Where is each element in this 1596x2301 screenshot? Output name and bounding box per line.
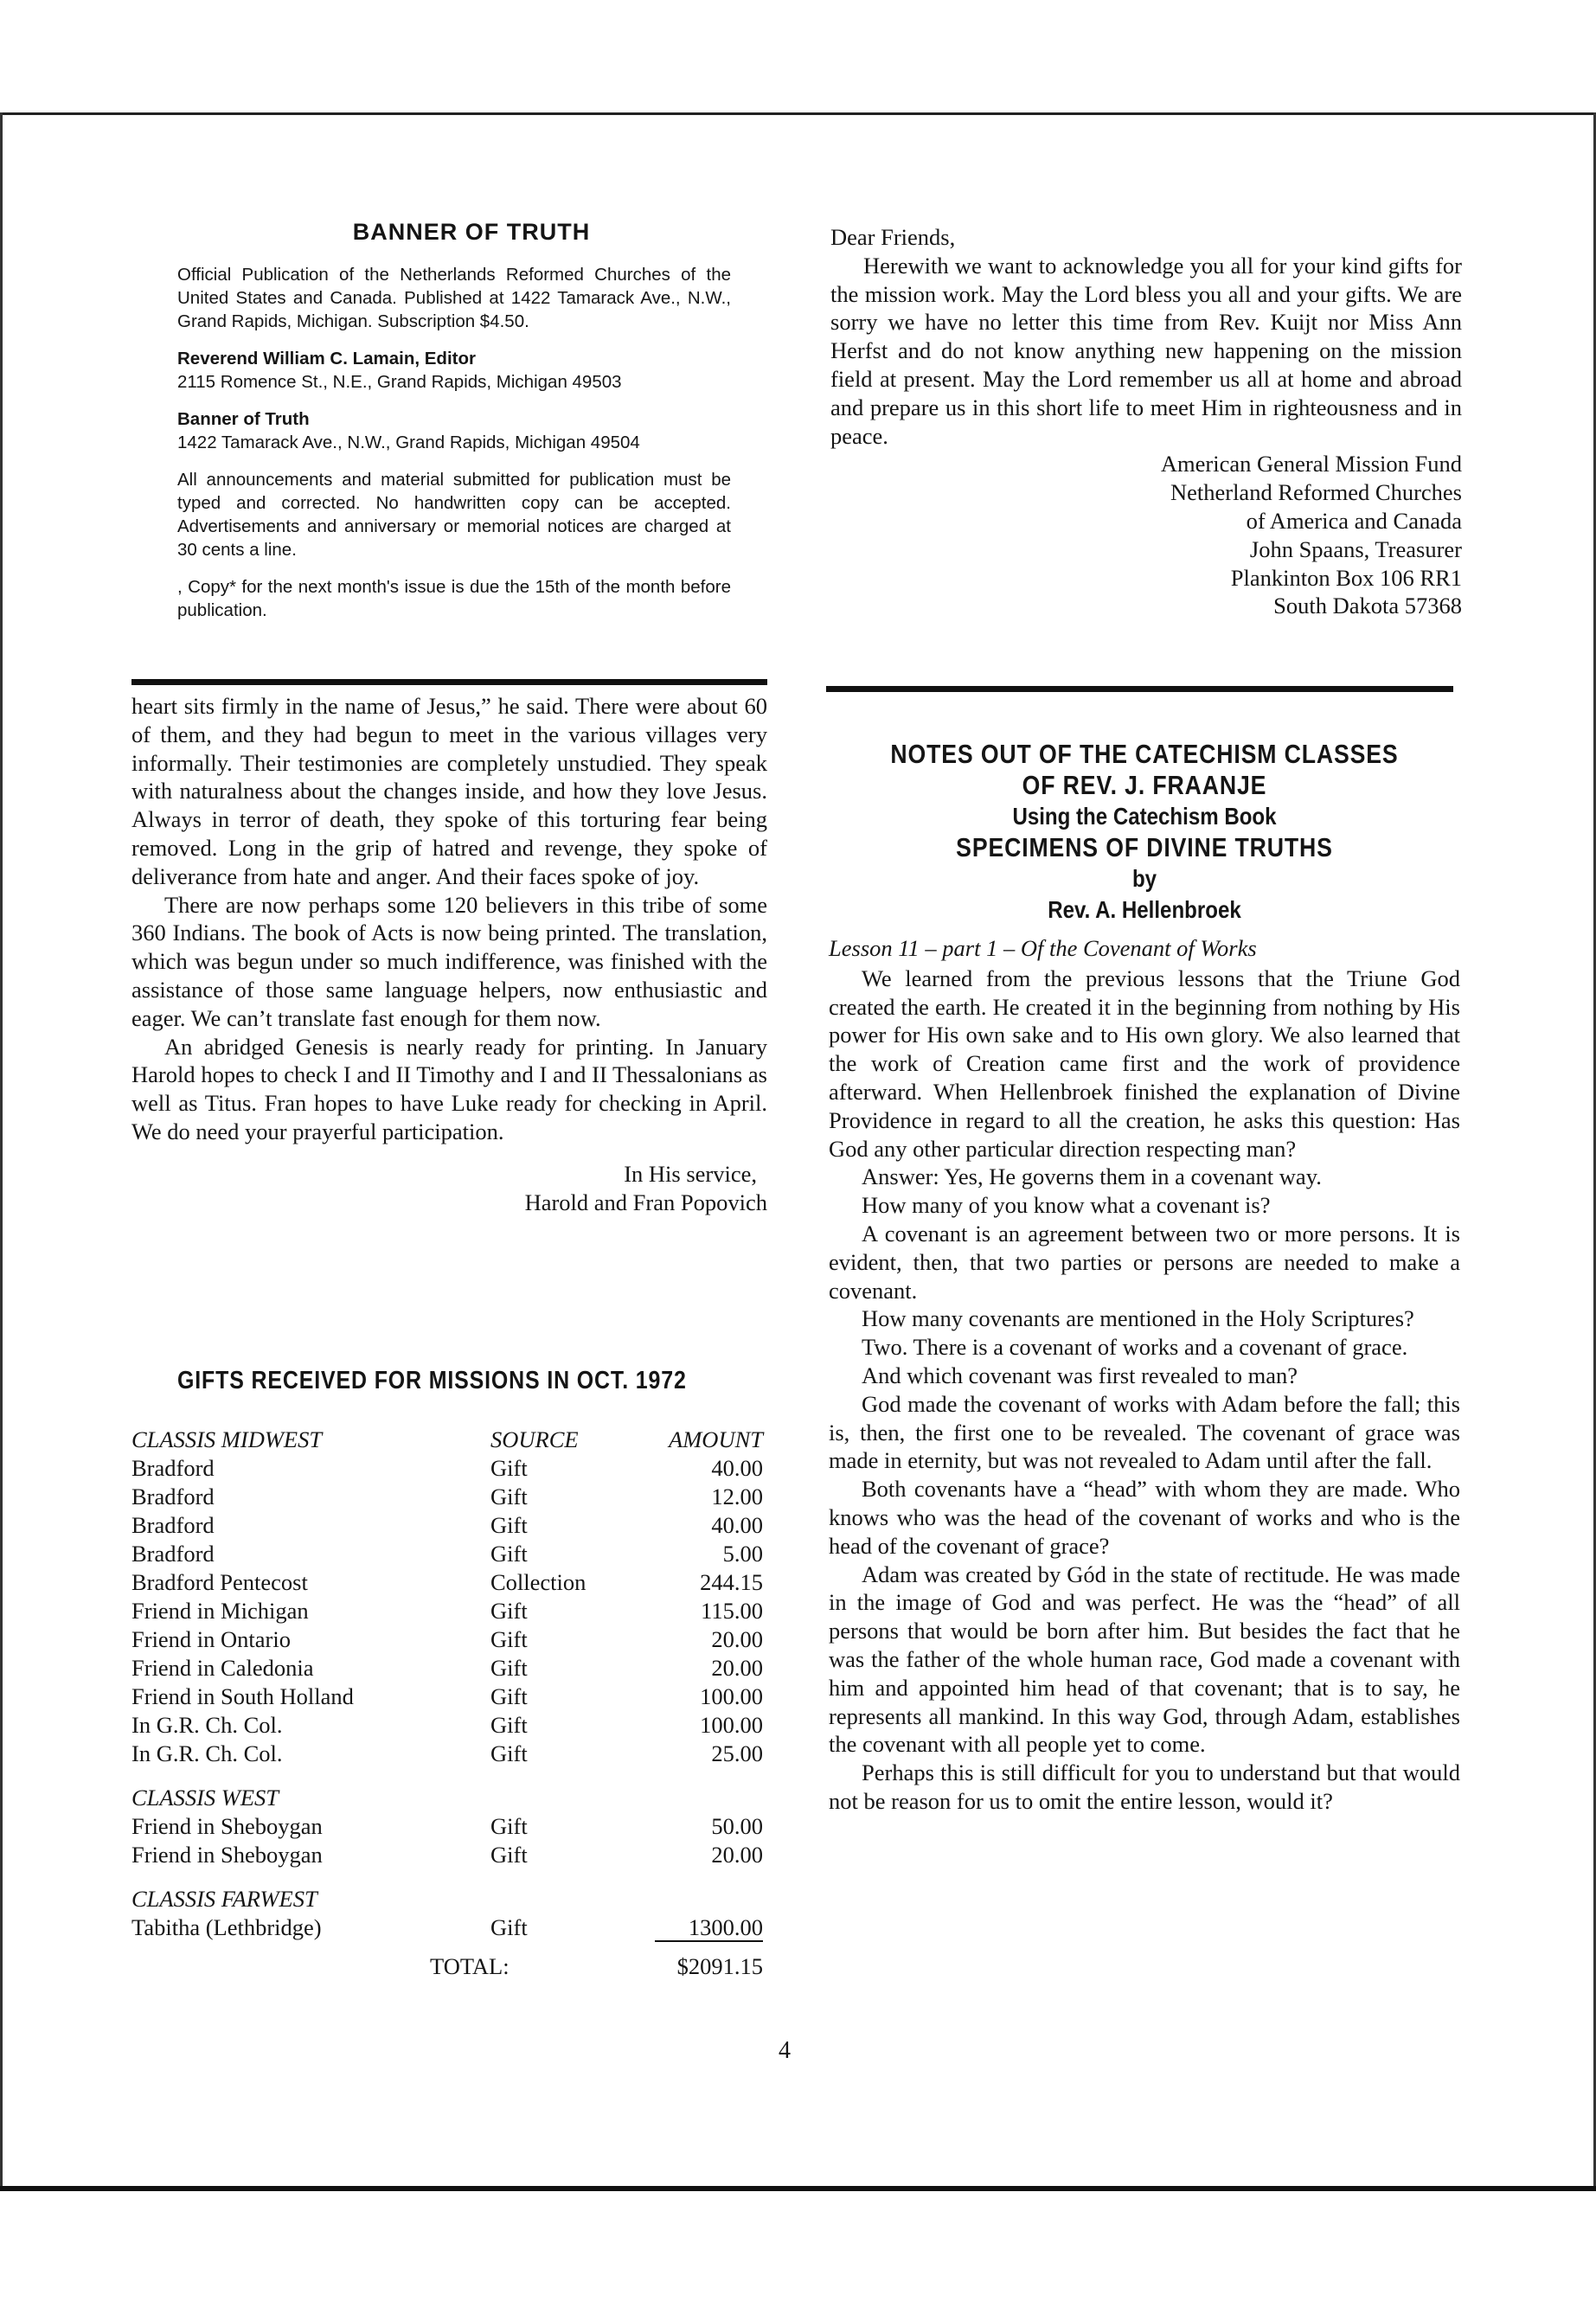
letter-body: Herewith we want to acknowledge you all for your kind gifts for the mission work. May the Lord bless you all and your gifts. We are sorry we have no letter this time from Rev. Kuijt nor Miss Ann Herfst and do not know anything new happening on the mission field at present. May the Lord remember us all at home and abroad and prepare us in this short life to meet Him in righteousness and in peace. <box>830 252 1462 449</box>
gift-source: Gift <box>490 1598 528 1624</box>
gift-donor: Bradford Pentecost <box>131 1569 308 1595</box>
page-number: 4 <box>779 2037 791 2064</box>
gift-donor: Friend in Ontario <box>131 1626 291 1652</box>
gift-amount: 5.00 <box>722 1541 763 1567</box>
masthead <box>177 221 731 636</box>
gift-source: Gift <box>490 1455 528 1481</box>
left-article <box>131 692 767 1216</box>
total-label: TOTAL: <box>430 1953 510 1979</box>
notes-heading-line: Using the Catechism Book <box>1012 803 1277 830</box>
gift-amount: 40.00 <box>711 1455 763 1481</box>
notes-heading-line: by <box>1131 865 1157 892</box>
lesson-paragraph: How many covenants are mentioned in the Holy Scriptures? <box>862 1305 1414 1332</box>
gift-row <box>131 1454 763 1483</box>
gift-amount: 20.00 <box>711 1842 763 1868</box>
gift-row <box>131 1568 763 1597</box>
left-paragraph: There are now perhaps some 120 believers in this tribe of some 360 Indians. The book of Acts is now being printed. The translation, which was begun under so much indifference, was finished with the assistance of those same language helpers, now enthusiastic and eager. We can’t translate fast enough for them now. <box>131 891 767 1031</box>
signoff-names: Harold and Fran Popovich <box>524 1189 767 1215</box>
lesson-title: Lesson 11 – part 1 – Of the Covenant of Works <box>829 935 1257 961</box>
signature-line: South Dakota 57368 <box>1273 593 1462 619</box>
signature-line: John Spaans, Treasurer <box>1249 535 1462 562</box>
gift-donor: Friend in Sheboygan <box>131 1813 323 1839</box>
signature-line: Plankinton Box 106 RR1 <box>1230 564 1462 591</box>
classis-farwest-header <box>131 1885 763 1913</box>
lesson-paragraph: A covenant is an agreement between two or more persons. It is evident, then, that two parties or persons are needed to make a covenant. <box>829 1220 1460 1304</box>
gift-row <box>131 1711 763 1740</box>
lesson-paragraph: Answer: Yes, He governs them in a covenant way. <box>862 1163 1322 1190</box>
letter-signature <box>830 450 1462 620</box>
gifts-header-row <box>131 1426 763 1454</box>
gift-amount: 115.00 <box>701 1598 763 1624</box>
gift-source: Gift <box>490 1512 528 1538</box>
lesson-paragraph: Adam was created by Gód in the state of rectitude. He was made in the image of God and was perfect. He was the “head” of all persons that would be born after him. But besides the fact that he was the father of the whole human race, God made a covenant with him and appointed him head of that covenant; that is to say, he represents all mankind. In this way God, through Adam, establishes the covenant with all people yet to come. <box>829 1561 1460 1758</box>
gift-amount: 20.00 <box>711 1655 763 1681</box>
editor-name: Reverend William C. Lamain, Editor <box>177 349 476 369</box>
amount-header: AMOUNT <box>669 1426 763 1452</box>
gift-amount: 1300.00 <box>688 1914 763 1940</box>
gift-amount: 40.00 <box>711 1512 763 1538</box>
gift-source: Collection <box>490 1569 586 1595</box>
gift-donor: Friend in Michigan <box>131 1598 309 1624</box>
total-underline <box>655 1940 763 1942</box>
gift-row <box>131 1483 763 1511</box>
notes-heading-line: SPECIMENS OF DIVINE TRUTHS <box>956 832 1333 862</box>
left-paragraph: heart sits firmly in the name of Jesus,” he said. There were about 60 of them, and they had begun to meet in the various villages very informally. Their testimonies are completely unstudied. They speak with naturalness about the changes inside, and how they love Jesus. Always in terror of death, they spoke of this torturing fear being removed. Long in the grip of hatred and revenge, they spoke of deliverance from hate and anger. And their faces spoke of joy. <box>131 693 767 889</box>
lesson-paragraph: God made the covenant of works with Adam before the fall; this is, then, the first one to be revealed. The covenant of grace was made in eternity, but was not revealed to Adam until after the fall. <box>829 1390 1460 1474</box>
gift-source: Gift <box>490 1655 528 1681</box>
gift-row <box>131 1654 763 1682</box>
article-signoff <box>131 1160 767 1217</box>
lesson-paragraph: Both covenants have a “head” with whom they are made. Who knows who was the head of the covenant of works and who is the head of the covenant of grace? <box>829 1476 1460 1559</box>
gift-source: Gift <box>490 1842 528 1868</box>
total-amount: $2091.15 <box>676 1953 763 1979</box>
masthead-announcements: All announcements and material submitted for publication must be typed and corrected. No handwritten copy can be accepted. Advertisements and anniversary or memorial notices are charged at 30 cents a line. <box>177 470 731 560</box>
banner-address: 1422 Tamarack Ave., N.W., Grand Rapids, Michigan 49504 <box>177 433 640 452</box>
left-paragraph: An abridged Genesis is nearly ready for printing. In January Harold hopes to check I and II Timothy and I and II Thessalonians as well as Titus. Fran hopes to have Luke ready for checking in April. We do need your prayerful participation. <box>131 1033 767 1144</box>
farwest-rows <box>131 1913 763 1942</box>
gift-amount: 100.00 <box>700 1712 763 1738</box>
gift-amount: 100.00 <box>700 1683 763 1709</box>
page-border-left <box>0 112 3 2189</box>
left-divider-rule <box>131 679 767 685</box>
gift-row <box>131 1597 763 1625</box>
classis-west-label: CLASSIS WEST <box>131 1785 279 1811</box>
lesson-paragraph: How many of you know what a covenant is? <box>862 1192 1271 1219</box>
lesson-paragraph: And which covenant was first revealed to man? <box>862 1362 1298 1388</box>
classis-farwest-label: CLASSIS FARWEST <box>131 1886 317 1912</box>
mission-fund-letter <box>830 223 1462 620</box>
banner-name: Banner of Truth <box>177 409 310 429</box>
gift-source: Gift <box>490 1712 528 1738</box>
masthead-banner <box>177 407 731 454</box>
gift-source: Gift <box>490 1683 528 1709</box>
midwest-rows <box>131 1454 763 1768</box>
gifts-title: GIFTS RECEIVED FOR MISSIONS IN OCT. 1972 <box>177 1367 687 1394</box>
masthead-title: BANNER OF TRUTH <box>352 219 591 245</box>
masthead-copy-note: , Copy* for the next month's issue is due the 15th of the month before publication. <box>177 577 731 620</box>
gift-row <box>131 1841 763 1869</box>
gift-donor: Bradford <box>131 1541 215 1567</box>
page-border-top <box>0 112 1596 115</box>
gift-row <box>131 1812 763 1841</box>
gift-amount: 25.00 <box>711 1740 763 1766</box>
gift-donor: Tabitha (Lethbridge) <box>131 1914 322 1940</box>
lesson-text <box>829 934 1460 1816</box>
notes-heading-line: Rev. A. Hellenbroek <box>1048 896 1241 923</box>
right-divider-rule <box>826 686 1453 692</box>
gift-donor: Bradford <box>131 1512 215 1538</box>
signoff-line: In His service, <box>624 1160 757 1187</box>
masthead-official: Official Publication of the Netherlands Reformed Churches of the United States and Canada. Published at 1422 Tamarack Ave., N.W., Grand Rapids, Michigan. Subscription $4.50. <box>177 265 731 331</box>
gift-row <box>131 1913 763 1942</box>
page-border-bottom <box>0 2186 1596 2191</box>
gift-donor: Bradford <box>131 1455 215 1481</box>
classis-midwest-header: CLASSIS MIDWEST <box>131 1426 323 1452</box>
lesson-paragraph: We learned from the previous lessons that the Triune God created the earth. He created it in the beginning from nothing by His power for His own sake and to His own glory. We also learned that the work of Creation came first and the work of providence afterward. When Hellenbroek finished the explanation of Divine Providence in regard to all the creation, he asks this question: Has God any other particular direction respecting man? <box>829 965 1460 1162</box>
west-rows <box>131 1812 763 1869</box>
source-header: SOURCE <box>490 1426 579 1452</box>
gift-donor: Friend in Caledonia <box>131 1655 314 1681</box>
gift-row <box>131 1625 763 1654</box>
gift-row <box>131 1540 763 1568</box>
lesson-paragraph: Perhaps this is still difficult for you to understand but that would not be reason for us to omit the entire lesson, would it? <box>829 1759 1460 1814</box>
notes-heading-line: NOTES OUT OF THE CATECHISM CLASSES <box>890 739 1399 769</box>
gift-source: Gift <box>490 1626 528 1652</box>
gift-amount: 20.00 <box>711 1626 763 1652</box>
gift-row <box>131 1740 763 1768</box>
masthead-editor <box>177 347 731 394</box>
notes-heading-line: OF REV. J. FRAANJE <box>1022 770 1267 800</box>
total-row <box>131 1952 763 1981</box>
gift-amount: 50.00 <box>711 1813 763 1839</box>
gift-source: Gift <box>490 1541 528 1567</box>
gift-donor: In G.R. Ch. Col. <box>131 1712 283 1738</box>
gift-source: Gift <box>490 1740 528 1766</box>
signature-line: Netherland Reformed Churches <box>1170 479 1462 506</box>
signature-line: of America and Canada <box>1246 507 1462 534</box>
signature-line: American General Mission Fund <box>1160 451 1462 478</box>
gift-amount: 244.15 <box>700 1569 763 1595</box>
gift-donor: Friend in Sheboygan <box>131 1842 323 1868</box>
catechism-notes-heading <box>829 739 1460 926</box>
lesson-paragraph: Two. There is a covenant of works and a covenant of grace. <box>862 1334 1408 1361</box>
classis-west-header <box>131 1784 763 1812</box>
gift-row <box>131 1511 763 1540</box>
gift-donor: In G.R. Ch. Col. <box>131 1740 283 1766</box>
gift-donor: Bradford <box>131 1484 215 1509</box>
gift-amount: 12.00 <box>711 1484 763 1509</box>
gift-donor: Friend in South Holland <box>131 1683 354 1709</box>
letter-greeting: Dear Friends, <box>830 224 956 250</box>
gift-row <box>131 1682 763 1711</box>
editor-address: 2115 Romence St., N.E., Grand Rapids, Michigan 49503 <box>177 372 622 392</box>
gift-source: Gift <box>490 1813 528 1839</box>
gift-source: Gift <box>490 1914 528 1940</box>
gifts-table <box>131 1426 763 1981</box>
gift-source: Gift <box>490 1484 528 1509</box>
